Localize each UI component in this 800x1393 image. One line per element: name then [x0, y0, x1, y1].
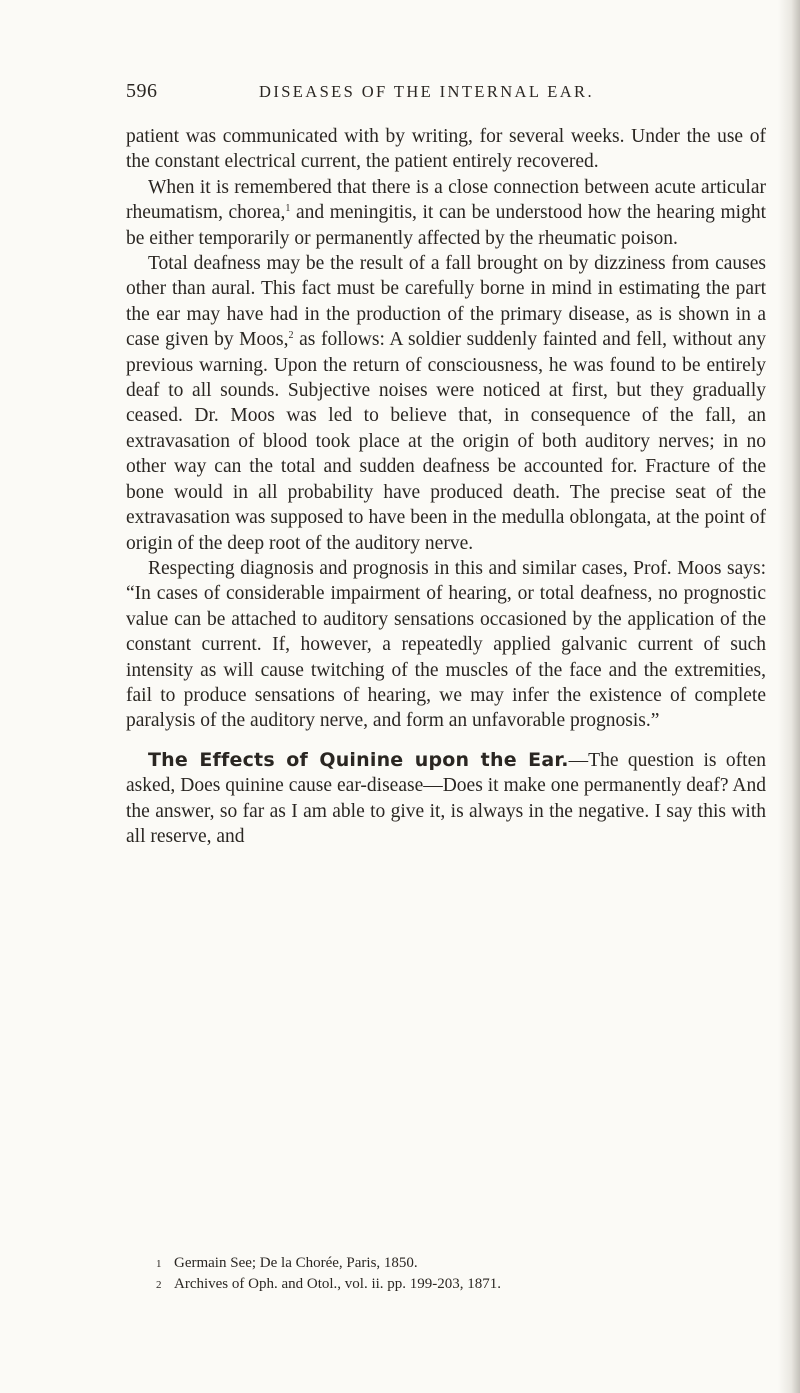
- section-heading: The Effects of Quinine upon the Ear.: [148, 748, 569, 771]
- paragraph-text: Total deafness may be the result of a fall brought on by dizziness from causes other than aural. This fact must be carefully borne in mind in estimating the part the ear may have had in the production of the primary disease, as is shown in a case given by Moos,: [126, 253, 766, 351]
- footnote-2: [150, 1274, 750, 1295]
- page-edge-shadow: [778, 0, 800, 1393]
- paragraph-rheumatism: [126, 175, 766, 251]
- running-title: DISEASES OF THE INTERNAL EAR.: [259, 82, 594, 101]
- section-quinine: [126, 748, 766, 850]
- footnote-1: [150, 1253, 750, 1274]
- footnote-text: Germain See; De la Chorée, Paris, 1850.: [174, 1255, 418, 1271]
- footnote-mark: 1: [156, 1258, 162, 1270]
- section-text: —The question is often asked, Does quinine cause ear-disease—Does it make one permanently deaf? And the answer, so far as I am able to give it, is always in the negative. I say this with all reserve, and: [126, 749, 766, 847]
- paragraph-text: Respecting diagnosis and prognosis in this and similar cases, Prof. Moos says: “In cases of considerable impairment of hearing, or total deafness, no prognostic value can be attached to auditory sensations occasioned by the application of the constant current. If, however, a repeatedly applied galvanic current of such intensity as will cause twitching of the muscles of the face and the extremities, fail to produce sensations of hearing, we may infer the existence of complete paralysis of the auditory nerve, and form an unfavorable prognosis.”: [126, 557, 766, 732]
- paragraph-text: When it is remembered that there is a close connection between acute articular rheumatism, chorea,: [126, 176, 766, 224]
- footnote-mark: 2: [156, 1279, 162, 1291]
- running-head: [126, 80, 766, 112]
- paragraph-text: patient was communicated with by writing, for several weeks. Under the use of the constant electrical current, the patient entirely recovered.: [126, 126, 766, 173]
- footnote-ref-1: 1: [285, 203, 291, 215]
- paragraph-continued: [126, 124, 766, 175]
- paragraph-text: as follows: A soldier suddenly fainted and fell, without any previous warning. Upon the return of consciousness, he was found to be entirely deaf to all sounds. Subjective noises were noticed at first, but they gradually ceased. Dr. Moos was led to believe that, in consequence of the fall, an extravasation of blood took place at the origin of both auditory nerves; in no other way can the total and sudden deafness be accounted for. Fracture of the bone would in all probability have produced death. The precise seat of the extravasation was supposed to have been in the medulla oblongata, at the point of origin of the deep root of the auditory nerve.: [126, 329, 766, 554]
- footnote-text: Archives of Oph. and Otol., vol. ii. pp. 199-203, 1871.: [174, 1276, 502, 1292]
- paragraph-prognosis: [126, 556, 766, 734]
- footnotes: [150, 1253, 750, 1295]
- page-number: 596: [126, 80, 158, 102]
- paragraph-text: and meningitis, it can be understood how the hearing might be either temporarily or permanently affected by the rheumatic poison.: [126, 202, 766, 249]
- paragraph-total-deafness: [126, 251, 766, 556]
- body-text: [126, 124, 766, 849]
- footnote-ref-2: 2: [288, 330, 294, 342]
